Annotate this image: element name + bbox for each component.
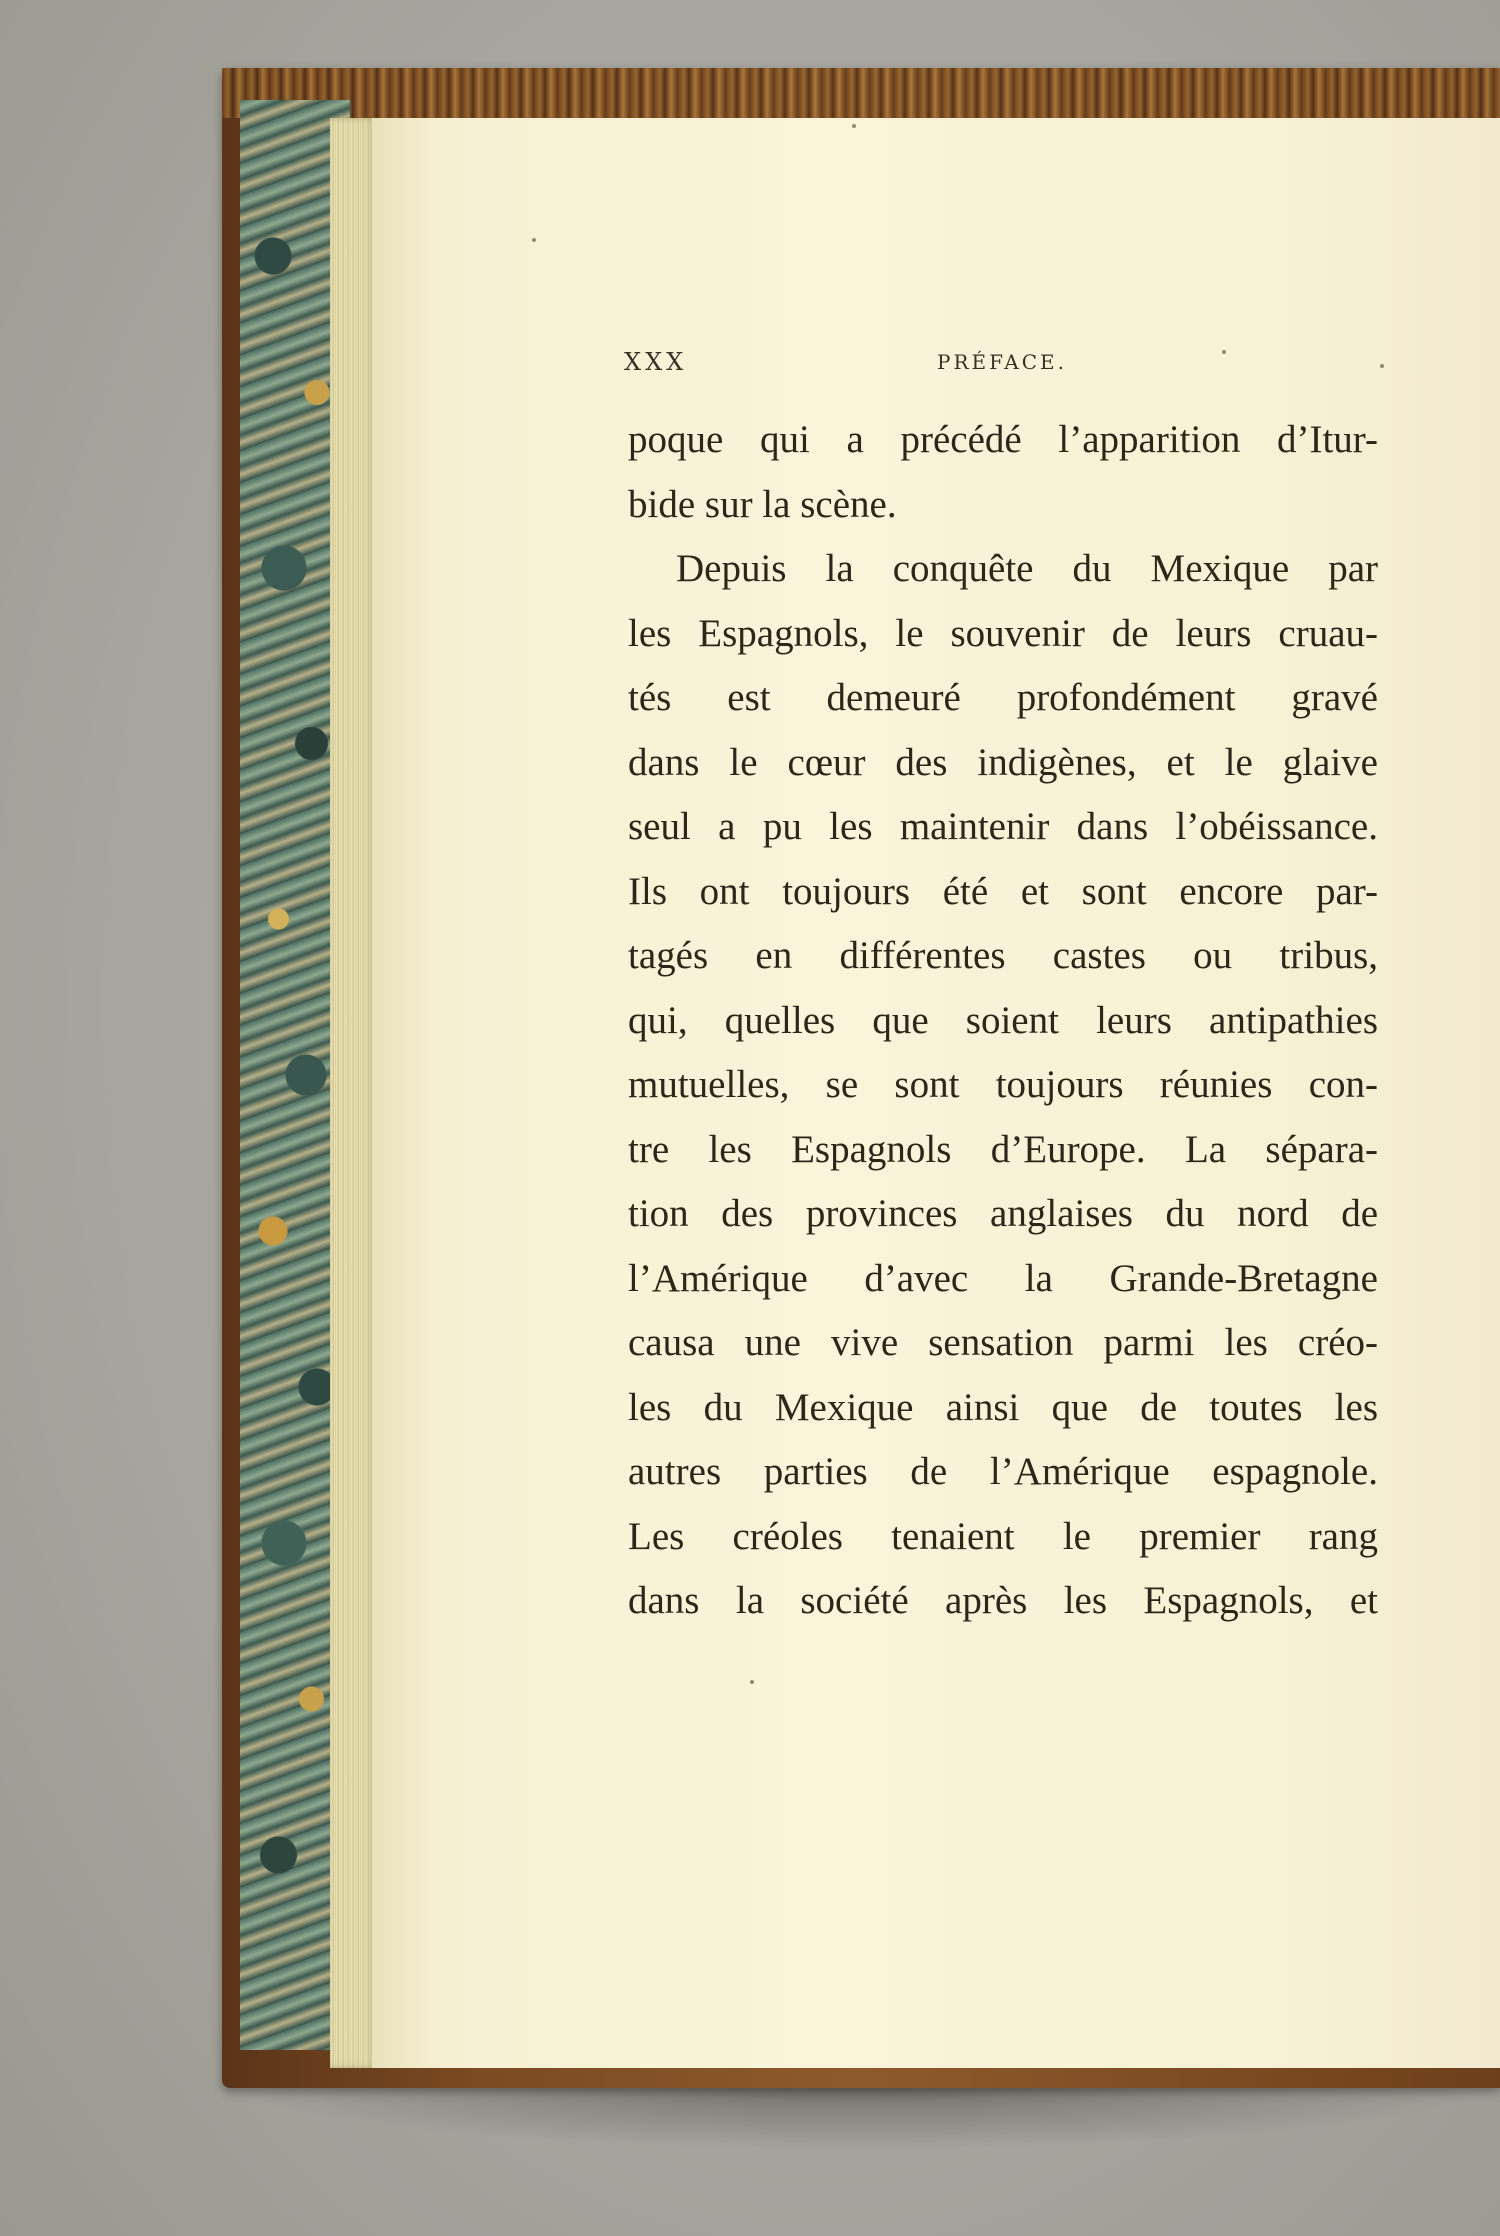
paper-speck [852,124,856,128]
page-edges [330,118,376,2068]
page-header [624,348,1384,388]
text-line: dans le cœur des indigènes, et le glaive [628,740,1378,784]
text-line: mutuelles, se sont toujours réunies con- [628,1063,1378,1106]
text-line: tagés en différentes castes ou tribus, [628,934,1378,977]
book-shadow [215,2080,1500,2150]
text-line: causa une vive sensation parmi les créo- [628,1321,1378,1364]
text-line: autres parties de l’Amérique espagnole. [628,1450,1378,1493]
text-line: tion des provinces anglaises du nord de [628,1192,1378,1235]
text-line: les du Mexique ainsi que de toutes les [628,1385,1378,1429]
text-line: poque qui a précédé l’apparition d’Itur- [628,418,1378,461]
body-text [628,408,1378,1634]
text-line: bide sur la scène. [628,482,897,526]
text-line: Ils ont toujours été et sont encore par- [628,869,1378,913]
paper-speck [532,238,536,242]
text-line: Depuis la conquête du Mexique par [676,547,1378,590]
running-head: PRÉFACE. [937,350,1067,374]
paper-speck [750,1680,754,1684]
text-line: tés est demeuré profondément gravé [628,676,1378,719]
page-number: XXX [624,348,688,376]
text-line: tre les Espagnols d’Europe. La sépara- [628,1127,1378,1171]
text-line: les Espagnols, le souvenir de leurs cruau- [628,611,1378,655]
text-line: dans la société après les Espagnols, et [628,1579,1378,1622]
text-line: seul a pu les maintenir dans l’obéissance. [628,805,1378,848]
text-line: l’Amérique d’avec la Grande-Bretagne [628,1256,1378,1300]
text-line: Les créoles tenaient le premier rang [628,1514,1378,1558]
text-line: qui, quelles que soient leurs antipathies [628,998,1378,1042]
cover-top-edge [222,68,1500,118]
